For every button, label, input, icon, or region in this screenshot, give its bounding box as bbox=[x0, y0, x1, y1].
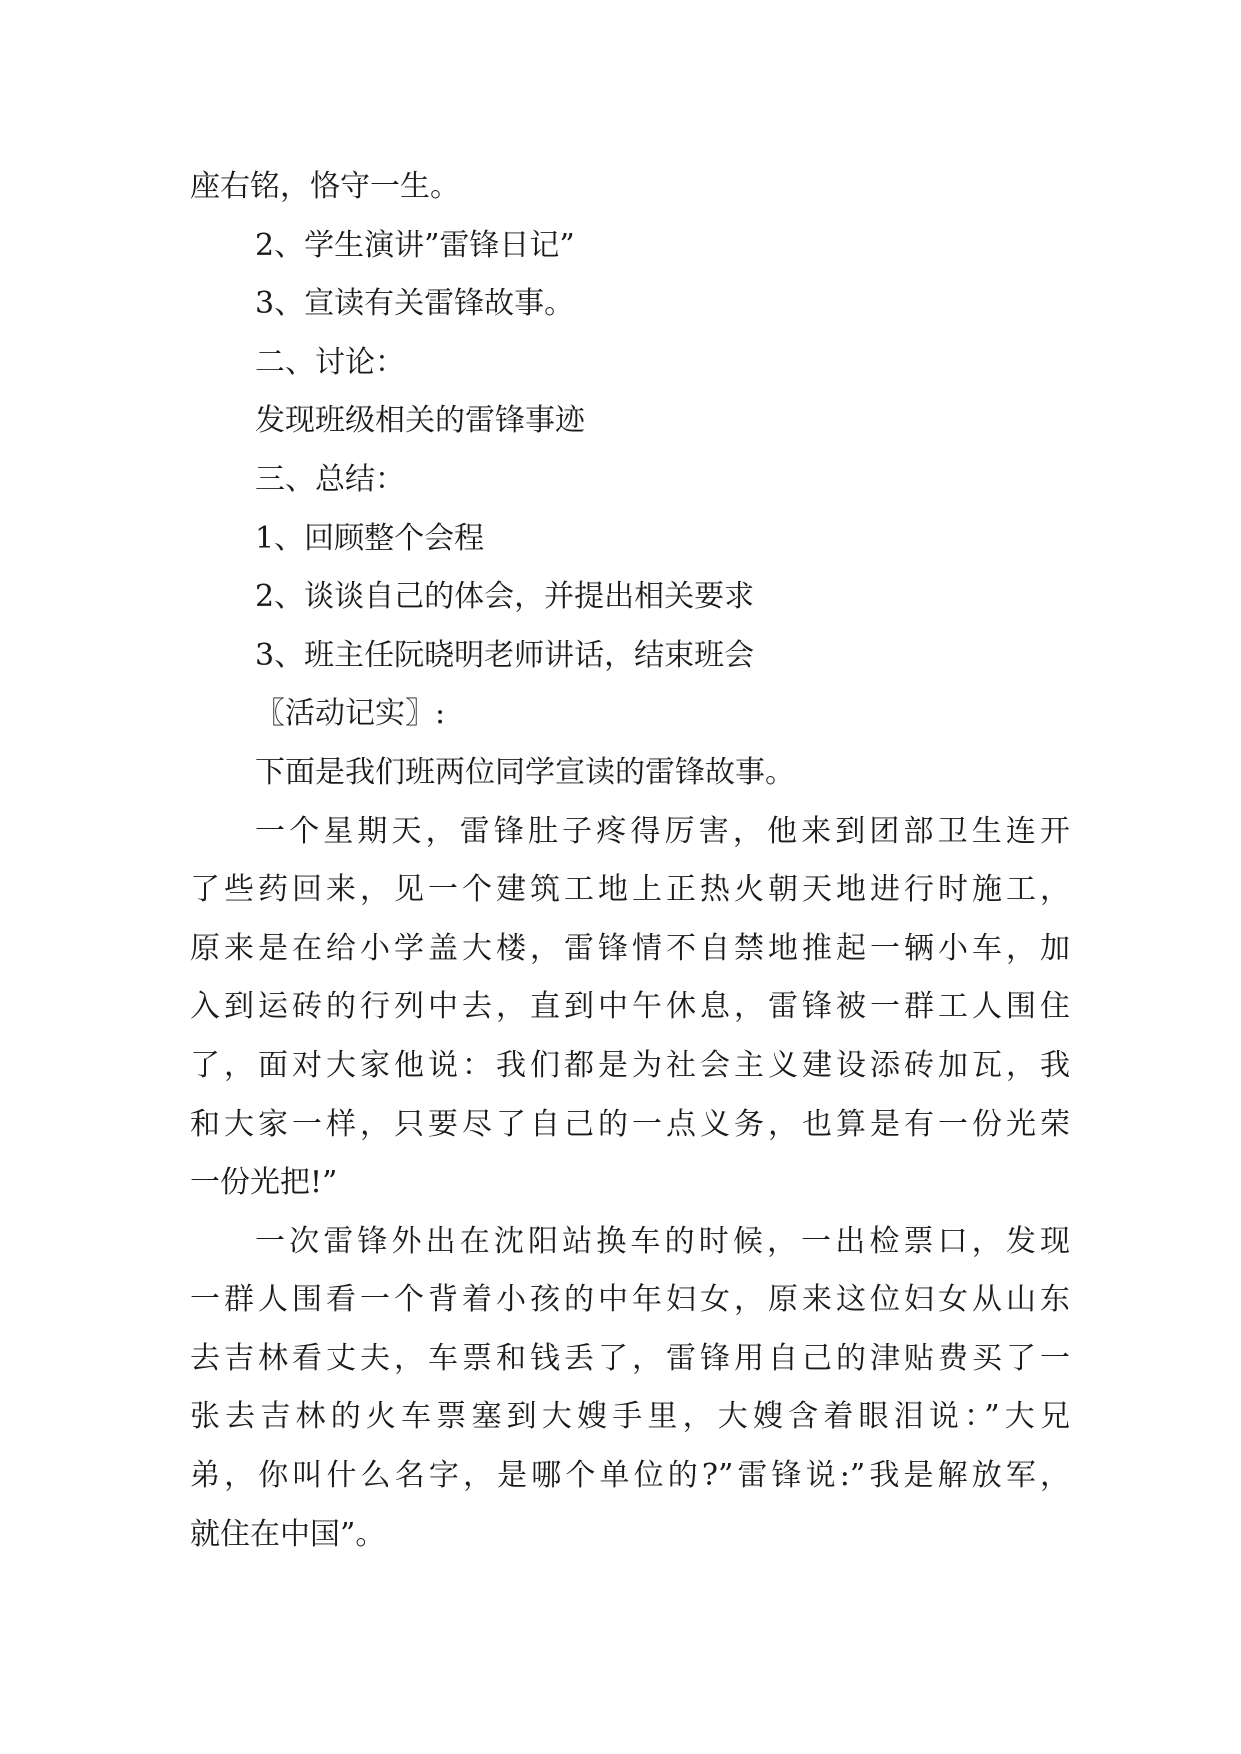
text-line-summary-1: 1、回顾整个会程 bbox=[255, 520, 485, 556]
section-heading-discussion: 二、讨论： bbox=[255, 344, 405, 380]
text-line-motto: 座右铭，恪守一生。 bbox=[190, 169, 460, 204]
section-heading-record: 〖活动记实〗: bbox=[255, 696, 446, 732]
story-1-line-7: 一份光把!” bbox=[190, 1165, 338, 1201]
text-line-discussion: 发现班级相关的雷锋事迹 bbox=[255, 403, 585, 439]
text-line-item-speech: 2、学生演讲”雷锋日记” bbox=[255, 227, 575, 263]
story-1-line-5: 了，面对大家他说：我们都是为社会主义建设添砖加瓦，我 bbox=[190, 1047, 1070, 1083]
story-1-line-3: 原来是在给小学盖大楼，雷锋情不自禁地推起一辆小车，加 bbox=[190, 930, 1070, 966]
story-2-line-1: 一次雷锋外出在沈阳站换车的时候，一出检票口，发现 bbox=[255, 1223, 1070, 1259]
story-1-line-4: 入到运砖的行列中去，直到中午休息，雷锋被一群工人围住 bbox=[190, 989, 1070, 1025]
section-heading-summary: 三、总结： bbox=[255, 461, 405, 497]
text-line-summary-2: 2、谈谈自己的体会，并提出相关要求 bbox=[255, 579, 755, 615]
story-2-line-4: 张去吉林的火车票塞到大嫂手里，大嫂含着眼泪说：”大兄 bbox=[190, 1399, 1070, 1435]
story-2-line-3: 去吉林看丈夫，车票和钱丢了，雷锋用自己的津贴费买了一 bbox=[190, 1340, 1070, 1376]
story-1-line-1: 一个星期天，雷锋肚子疼得厉害，他来到团部卫生连开 bbox=[255, 813, 1070, 849]
story-2-line-5: 弟，你叫什么名字，是哪个单位的?”雷锋说:”我是解放军， bbox=[190, 1458, 1070, 1494]
body-text bbox=[190, 158, 1070, 1564]
text-line-item-story: 3、宣读有关雷锋故事。 bbox=[255, 286, 575, 322]
text-line-summary-3: 3、班主任阮晓明老师讲话，结束班会 bbox=[255, 637, 755, 673]
story-1-line-2: 了些药回来，见一个建筑工地上正热火朝天地进行时施工， bbox=[190, 872, 1070, 908]
story-1-line-6: 和大家一样，只要尽了自己的一点义务，也算是有一份光荣 bbox=[190, 1106, 1070, 1142]
story-2-line-6: 就住在中国”。 bbox=[190, 1516, 386, 1552]
story-2-line-2: 一群人围看一个背着小孩的中年妇女，原来这位妇女从山东 bbox=[190, 1282, 1070, 1318]
text-line-record-intro: 下面是我们班两位同学宣读的雷锋故事。 bbox=[255, 754, 795, 790]
